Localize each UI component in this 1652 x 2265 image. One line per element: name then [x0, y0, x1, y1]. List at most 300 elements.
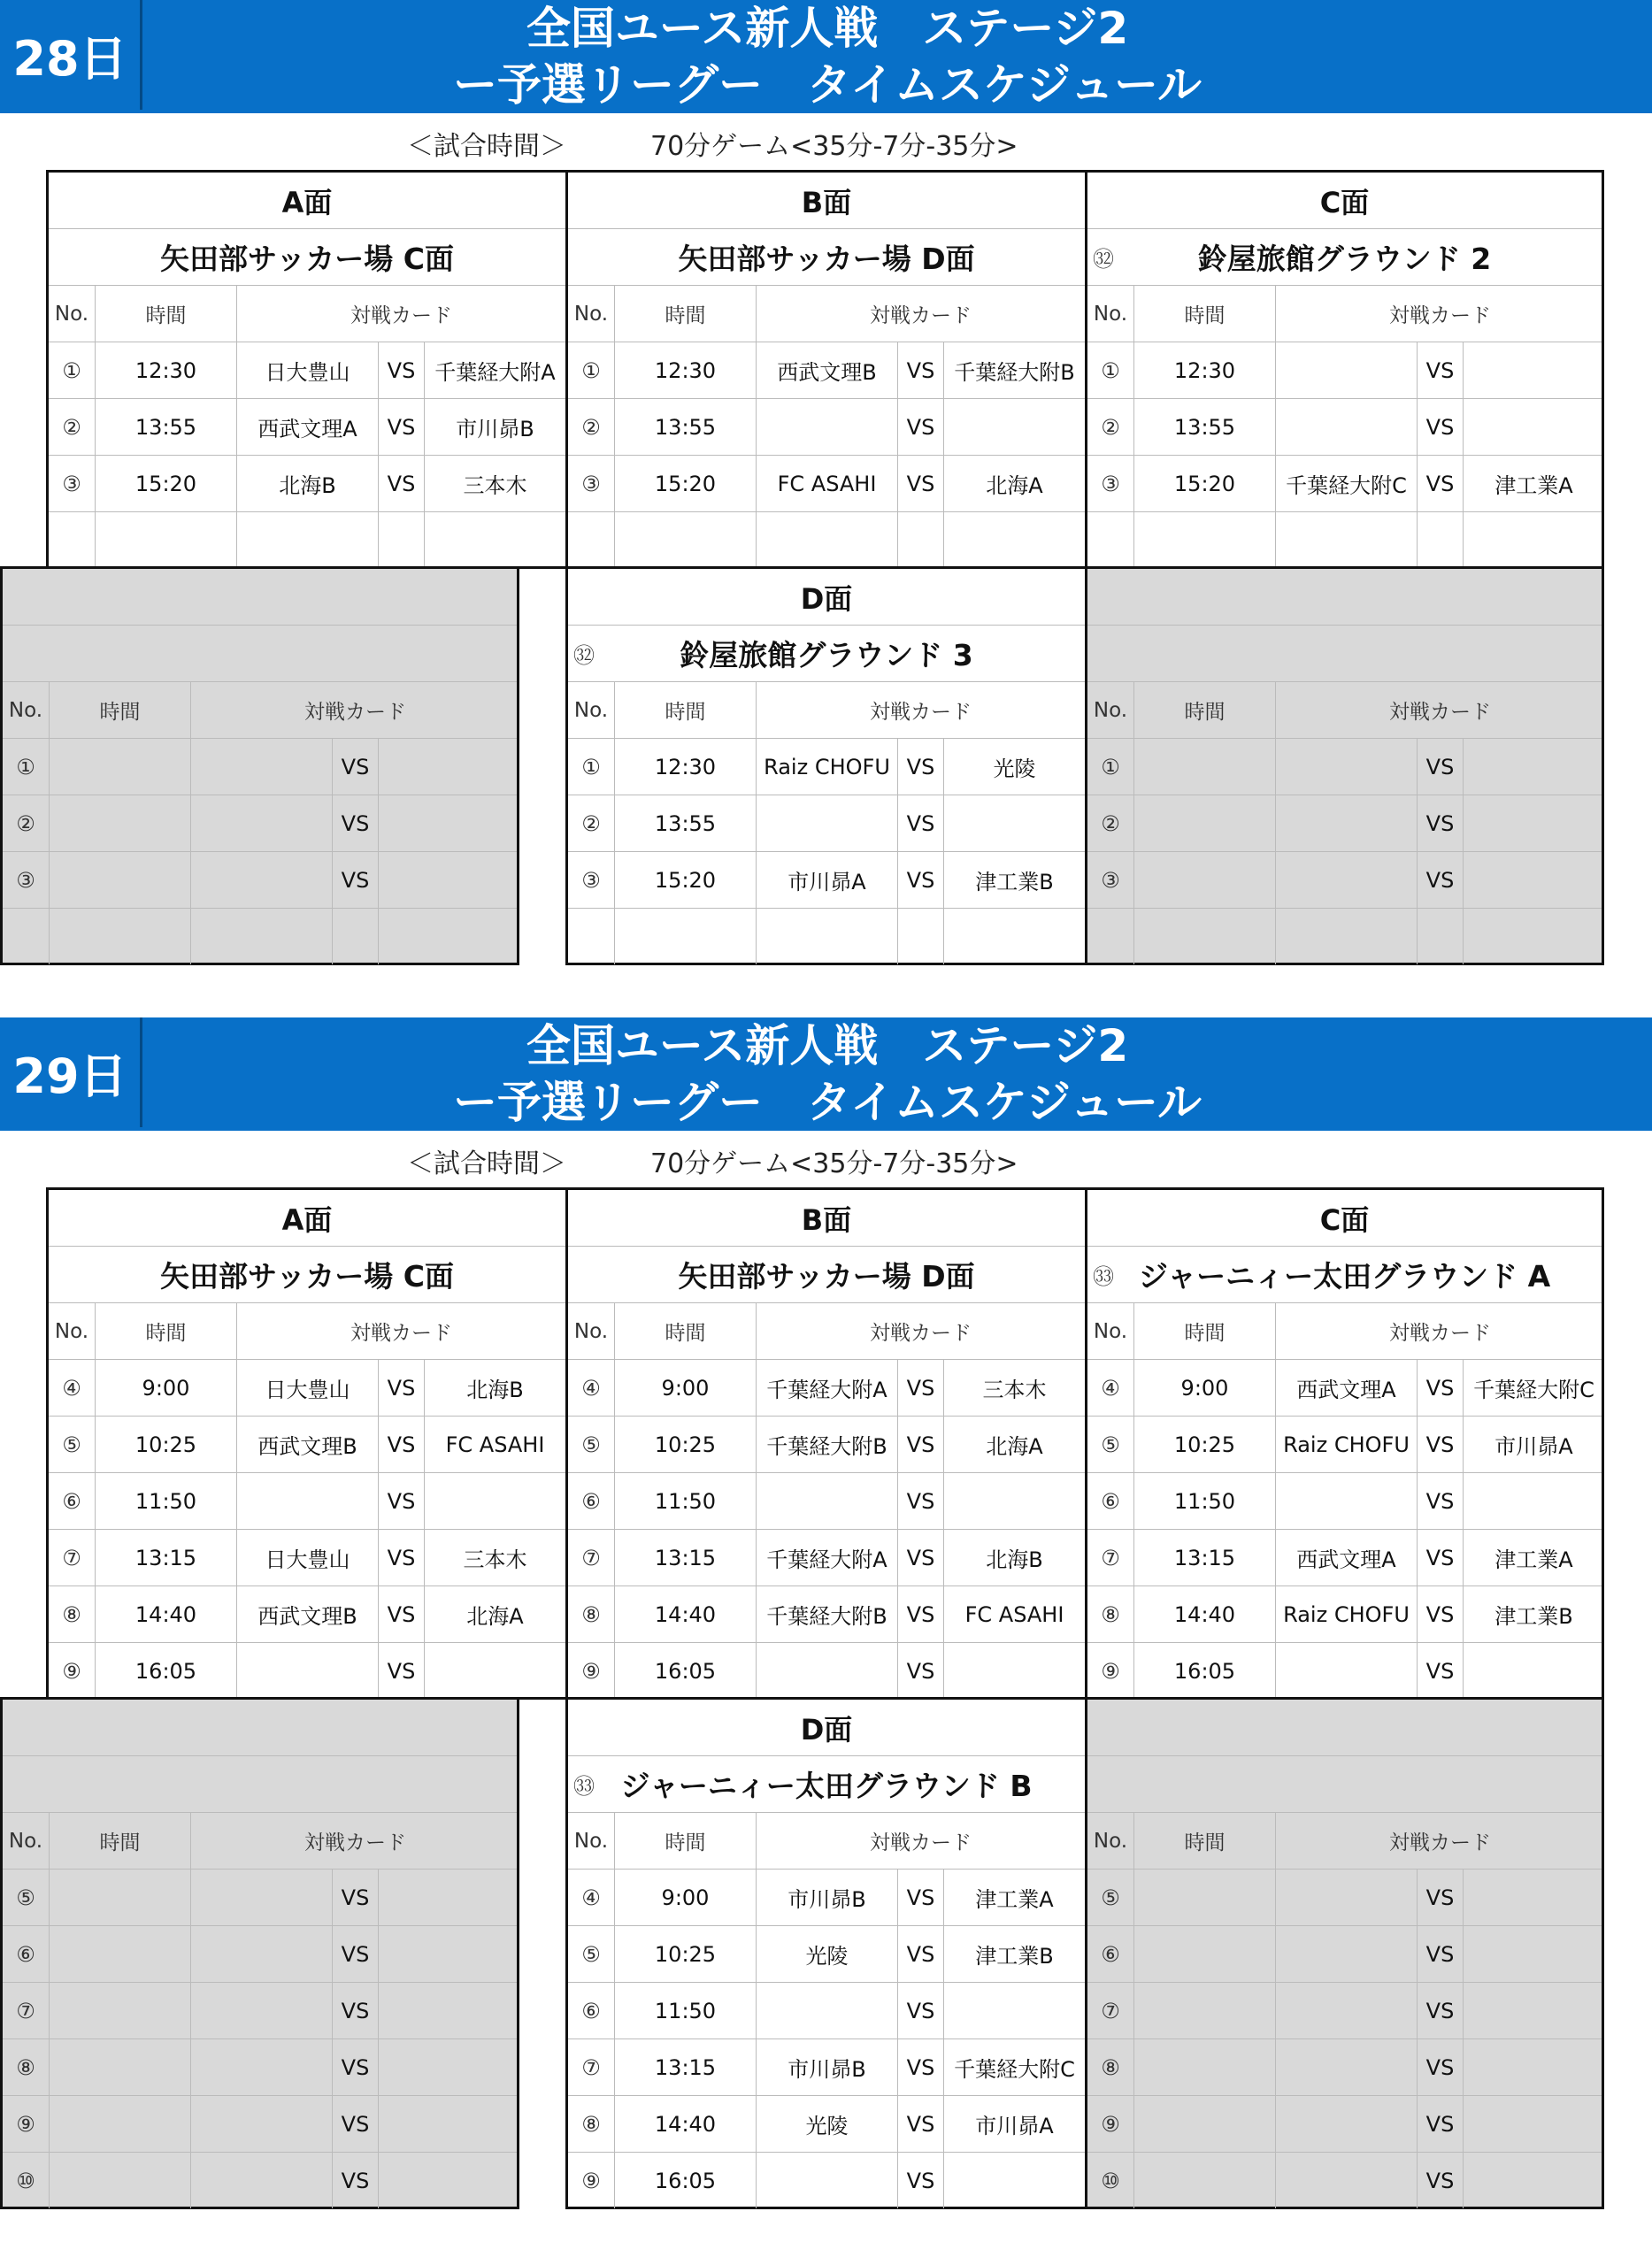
kickoff-time — [1133, 1870, 1275, 1925]
vs-label: VS — [1417, 852, 1463, 908]
away-team — [1463, 342, 1604, 398]
match-number: ⑧ — [62, 1601, 81, 1627]
away-team: 千葉経大附B — [943, 342, 1085, 398]
home-team — [1275, 2153, 1417, 2208]
home-team — [190, 1983, 332, 2038]
match-number: ③ — [62, 471, 81, 496]
vs-label: VS — [897, 342, 943, 398]
home-team: Raiz CHOFU — [1275, 1417, 1417, 1472]
court-face: D面 — [800, 1712, 853, 1747]
column-no: No. — [573, 698, 609, 722]
court-face-row — [3, 1700, 517, 1756]
kickoff-time — [49, 795, 190, 851]
match-number: ① — [1101, 754, 1120, 779]
home-team: 日大豊山 — [236, 1360, 378, 1416]
vs-label — [378, 512, 424, 568]
away-team — [1463, 2039, 1604, 2095]
kickoff-time: 12:30 — [614, 739, 756, 795]
away-team: 市川昴A — [1463, 1417, 1604, 1472]
home-team — [236, 1473, 378, 1529]
kickoff-time: 13:55 — [1133, 399, 1275, 455]
away-team — [943, 512, 1085, 568]
court-panel — [565, 1697, 1087, 2209]
court-face — [1087, 1700, 1602, 1755]
away-team — [1463, 512, 1604, 568]
away-team — [378, 795, 519, 851]
column-header-row — [1087, 682, 1602, 739]
kickoff-time: 16:05 — [614, 1643, 756, 1699]
kickoff-time: 10:25 — [1133, 1417, 1275, 1472]
match-row — [1087, 1530, 1602, 1586]
match-number — [568, 909, 614, 964]
home-team: 市川昴A — [756, 852, 897, 908]
match-number: ③ — [1101, 471, 1120, 496]
match-row — [3, 739, 517, 795]
vs-label: VS — [897, 399, 943, 455]
match-row — [3, 852, 517, 909]
venue-name — [1087, 1756, 1602, 1812]
match-row — [568, 1870, 1085, 1926]
venue-name — [1087, 626, 1602, 681]
home-team: 日大豊山 — [236, 342, 378, 398]
vs-label: VS — [1417, 399, 1463, 455]
home-team: 光陵 — [756, 1926, 897, 1982]
vs-label: VS — [332, 2153, 378, 2208]
kickoff-time: 12:30 — [1133, 342, 1275, 398]
match-row — [49, 456, 565, 512]
match-row — [568, 909, 1085, 965]
away-team — [943, 2153, 1085, 2208]
vs-label: VS — [1417, 1926, 1463, 1982]
match-row — [49, 399, 565, 456]
home-team — [1275, 795, 1417, 851]
home-team — [1275, 2039, 1417, 2095]
kickoff-time — [49, 739, 190, 795]
venue-row — [568, 626, 1085, 682]
match-number: ① — [581, 754, 601, 779]
column-match-card: 対戦カード — [236, 286, 565, 342]
away-team — [424, 512, 565, 568]
vs-label: VS — [378, 456, 424, 511]
kickoff-time — [1133, 739, 1275, 795]
home-team — [190, 1926, 332, 1982]
home-team — [190, 795, 332, 851]
match-row — [3, 2039, 517, 2096]
kickoff-time: 9:00 — [614, 1870, 756, 1925]
match-number: ⑨ — [62, 1658, 81, 1684]
match-number: ⑥ — [62, 1488, 81, 1514]
kickoff-time: 9:00 — [1133, 1360, 1275, 1416]
home-team: 西武文理A — [1275, 1360, 1417, 1416]
match-number: ② — [1101, 414, 1120, 440]
home-team: 北海B — [236, 456, 378, 511]
away-team: 三本木 — [424, 456, 565, 511]
column-time: 時間 — [95, 286, 236, 342]
column-time: 時間 — [614, 682, 756, 738]
column-header-row — [568, 682, 1085, 739]
venue-name: 矢田部サッカー場 C面 — [159, 1259, 455, 1294]
vs-label: VS — [378, 1473, 424, 1529]
match-row — [1087, 1643, 1602, 1700]
match-row — [3, 1926, 517, 1983]
vs-label: VS — [1417, 1530, 1463, 1586]
match-number: ① — [1101, 357, 1120, 383]
empty-panel — [0, 1697, 519, 2209]
match-number: ⑩ — [1101, 2168, 1120, 2193]
match-row — [568, 1983, 1085, 2039]
vs-label: VS — [1417, 1417, 1463, 1472]
home-team — [190, 1870, 332, 1925]
column-match-card: 対戦カード — [756, 1303, 1085, 1359]
home-team — [756, 1983, 897, 2038]
match-number: ⑨ — [16, 2111, 35, 2137]
column-match-card: 対戦カード — [1275, 286, 1604, 342]
vs-label: VS — [1417, 1473, 1463, 1529]
column-header-row — [568, 286, 1085, 342]
vs-label: VS — [1417, 1360, 1463, 1416]
kickoff-time: 10:25 — [614, 1926, 756, 1982]
column-time: 時間 — [49, 1813, 190, 1869]
match-number: ⑧ — [1101, 1601, 1120, 1627]
away-team — [378, 909, 519, 964]
column-header-row — [1087, 1813, 1602, 1870]
home-team — [190, 2096, 332, 2152]
match-number: ③ — [581, 471, 601, 496]
away-team: 北海A — [424, 1586, 565, 1642]
match-number: ⑦ — [581, 1545, 601, 1570]
kickoff-time: 11:50 — [614, 1983, 756, 2038]
match-number: ⑦ — [581, 2054, 601, 2080]
away-team: 光陵 — [943, 739, 1085, 795]
home-team: 千葉経大附A — [756, 1530, 897, 1586]
home-team: 市川昴B — [756, 1870, 897, 1925]
kickoff-time — [49, 1870, 190, 1925]
home-team — [756, 2153, 897, 2208]
vs-label: VS — [1417, 2039, 1463, 2095]
court-face-row — [1087, 1190, 1602, 1247]
court-panel — [565, 170, 1087, 569]
match-number: ⑩ — [16, 2168, 35, 2193]
match-row — [568, 1643, 1085, 1700]
match-row — [1087, 1983, 1602, 2039]
match-number: ⑧ — [581, 1601, 601, 1627]
column-match-card: 対戦カード — [1275, 1303, 1604, 1359]
away-team: 北海A — [943, 456, 1085, 511]
kickoff-time: 13:55 — [614, 795, 756, 851]
vs-label: VS — [378, 1417, 424, 1472]
match-number: ① — [62, 357, 81, 383]
match-number: ⑥ — [581, 1488, 601, 1514]
column-time: 時間 — [614, 286, 756, 342]
away-team — [1463, 2153, 1604, 2208]
vs-label: VS — [1417, 342, 1463, 398]
kickoff-time: 10:25 — [614, 1417, 756, 1472]
venue-number: ㉜ — [1093, 247, 1114, 272]
match-row — [49, 1473, 565, 1530]
match-number: ⑧ — [16, 2054, 35, 2080]
away-team: FC ASAHI — [943, 1586, 1085, 1642]
court-face: C面 — [1319, 185, 1370, 219]
kickoff-time — [1133, 1983, 1275, 2038]
away-team — [378, 2153, 519, 2208]
match-row — [568, 2096, 1085, 2153]
away-team — [1463, 739, 1604, 795]
away-team — [378, 1870, 519, 1925]
match-time-label: ＜試合時間＞ — [407, 131, 566, 162]
venue-row — [568, 1756, 1085, 1813]
column-header-row — [3, 682, 517, 739]
home-team — [190, 909, 332, 964]
column-header-row — [1087, 286, 1602, 342]
column-time: 時間 — [1133, 1303, 1275, 1359]
vs-label — [1417, 909, 1463, 964]
match-number: ③ — [581, 867, 601, 893]
away-team — [378, 2096, 519, 2152]
court-panel — [565, 566, 1087, 965]
vs-label: VS — [1417, 2153, 1463, 2208]
match-number: ⑦ — [62, 1545, 81, 1570]
home-team — [1275, 342, 1417, 398]
court-panel — [1085, 170, 1604, 569]
vs-label: VS — [897, 1926, 943, 1982]
court-face: A面 — [281, 1202, 333, 1237]
match-row — [1087, 1870, 1602, 1926]
vs-label — [1417, 512, 1463, 568]
column-no: No. — [1093, 1829, 1128, 1853]
match-row — [1087, 1926, 1602, 1983]
match-number: ⑦ — [1101, 1545, 1120, 1570]
away-team — [1463, 909, 1604, 964]
court-face-row — [568, 1190, 1085, 1247]
away-team: 津工業B — [1463, 1586, 1604, 1642]
kickoff-time: 12:30 — [95, 342, 236, 398]
match-number: ⑦ — [1101, 1998, 1120, 2023]
column-time: 時間 — [614, 1303, 756, 1359]
away-team — [424, 1643, 565, 1699]
column-match-card: 対戦カード — [1275, 1813, 1604, 1869]
kickoff-time: 15:20 — [614, 852, 756, 908]
away-team: 三本木 — [424, 1530, 565, 1586]
away-team: 北海A — [943, 1417, 1085, 1472]
home-team — [1275, 909, 1417, 964]
column-match-card: 対戦カード — [756, 286, 1085, 342]
kickoff-time: 13:55 — [614, 399, 756, 455]
vs-label: VS — [897, 1643, 943, 1699]
vs-label: VS — [378, 1360, 424, 1416]
away-team: 千葉経大附C — [943, 2039, 1085, 2095]
match-row — [1087, 909, 1602, 965]
match-row — [49, 1530, 565, 1586]
vs-label: VS — [897, 1586, 943, 1642]
away-team — [378, 1926, 519, 1982]
away-team — [378, 2039, 519, 2095]
match-number: ⑥ — [1101, 1488, 1120, 1514]
match-row — [1087, 1473, 1602, 1530]
vs-label: VS — [897, 456, 943, 511]
day-header-band — [0, 1017, 1652, 1131]
venue-number: ㉝ — [1093, 1264, 1114, 1289]
home-team — [1275, 1473, 1417, 1529]
court-face-row — [49, 173, 565, 229]
away-team: 津工業B — [943, 852, 1085, 908]
column-no: No. — [573, 1829, 609, 1853]
kickoff-time: 13:55 — [95, 399, 236, 455]
away-team — [1463, 1983, 1604, 2038]
away-team: 津工業A — [1463, 1530, 1604, 1586]
vs-label: VS — [897, 1983, 943, 2038]
court-face-row — [568, 569, 1085, 626]
venue-name: 矢田部サッカー場 D面 — [678, 242, 975, 276]
match-row — [568, 795, 1085, 852]
home-team — [1275, 1643, 1417, 1699]
title-line-1: 全国ユース新人戦 ステージ2 — [526, 1020, 1129, 1071]
vs-label: VS — [897, 2096, 943, 2152]
match-number: ② — [1101, 810, 1120, 836]
kickoff-time: 11:50 — [614, 1473, 756, 1529]
match-format-label: 70分ゲーム<35分-7分-35分> — [650, 131, 1018, 162]
vs-label: VS — [897, 2039, 943, 2095]
venue-name: 鈴屋旅館グラウンド 2 — [1197, 242, 1492, 276]
kickoff-time: 16:05 — [614, 2153, 756, 2208]
column-header-row — [568, 1813, 1085, 1870]
match-number: ① — [16, 754, 35, 779]
venue-row — [568, 1247, 1085, 1303]
kickoff-time — [1133, 2039, 1275, 2095]
venue-row — [568, 229, 1085, 286]
column-match-card: 対戦カード — [1275, 682, 1604, 738]
home-team: 千葉経大附B — [756, 1417, 897, 1472]
match-row — [1087, 739, 1602, 795]
court-face-row — [1087, 1700, 1602, 1756]
kickoff-time — [49, 2039, 190, 2095]
vs-label: VS — [897, 2153, 943, 2208]
away-team — [1463, 2096, 1604, 2152]
match-row — [1087, 1586, 1602, 1643]
match-row — [568, 1530, 1085, 1586]
venue-number: ㉝ — [573, 1774, 595, 1799]
column-no: No. — [1093, 698, 1128, 722]
home-team — [236, 512, 378, 568]
column-header-row — [568, 1303, 1085, 1360]
home-team — [756, 399, 897, 455]
home-team: 千葉経大附A — [756, 1360, 897, 1416]
home-team: 西武文理A — [236, 399, 378, 455]
kickoff-time — [95, 512, 236, 568]
court-panel — [1085, 1187, 1604, 1700]
home-team — [1275, 1983, 1417, 2038]
venue-row — [3, 1756, 517, 1813]
match-row — [49, 1360, 565, 1417]
vs-label: VS — [1417, 2096, 1463, 2152]
kickoff-time: 11:50 — [1133, 1473, 1275, 1529]
home-team — [1275, 1870, 1417, 1925]
kickoff-time — [1133, 852, 1275, 908]
match-number: ⑧ — [1101, 2054, 1120, 2080]
match-row — [3, 2153, 517, 2209]
match-row — [49, 342, 565, 399]
vs-label: VS — [332, 2096, 378, 2152]
empty-panel — [1085, 1697, 1604, 2209]
kickoff-time — [49, 852, 190, 908]
vs-label — [897, 512, 943, 568]
away-team: 津工業A — [943, 1870, 1085, 1925]
match-row — [568, 342, 1085, 399]
vs-label: VS — [378, 1643, 424, 1699]
away-team — [1463, 852, 1604, 908]
venue-name: 矢田部サッカー場 C面 — [159, 242, 455, 276]
match-number — [3, 909, 49, 964]
kickoff-time: 13:15 — [1133, 1530, 1275, 1586]
court-face: C面 — [1319, 1202, 1370, 1237]
home-team — [190, 2039, 332, 2095]
home-team — [756, 1643, 897, 1699]
match-number: ⑤ — [581, 1941, 601, 1967]
kickoff-time — [1133, 2096, 1275, 2152]
kickoff-time — [614, 909, 756, 964]
match-row — [568, 456, 1085, 512]
home-team: 日大豊山 — [236, 1530, 378, 1586]
date-label: 28日 — [0, 0, 142, 110]
home-team: 千葉経大附B — [756, 1586, 897, 1642]
home-team: Raiz CHOFU — [756, 739, 897, 795]
match-number — [49, 512, 95, 568]
column-time: 時間 — [49, 682, 190, 738]
column-time: 時間 — [1133, 1813, 1275, 1869]
home-team — [756, 909, 897, 964]
match-number: ⑧ — [581, 2111, 601, 2137]
title-line-1: 全国ユース新人戦 ステージ2 — [526, 3, 1129, 54]
match-number: ⑤ — [581, 1432, 601, 1457]
court-face: A面 — [281, 185, 333, 219]
kickoff-time — [614, 512, 756, 568]
home-team — [756, 795, 897, 851]
kickoff-time — [1133, 1926, 1275, 1982]
away-team — [1463, 1870, 1604, 1925]
vs-label: VS — [1417, 1586, 1463, 1642]
home-team — [1275, 2096, 1417, 2152]
title-line-2: ー予選リーグー タイムスケジュール — [453, 59, 1202, 111]
away-team — [1463, 1643, 1604, 1699]
court-face-row — [568, 1700, 1085, 1756]
kickoff-time: 15:20 — [95, 456, 236, 511]
away-team — [943, 795, 1085, 851]
vs-label: VS — [897, 852, 943, 908]
court-face-row — [1087, 173, 1602, 229]
match-row — [3, 1983, 517, 2039]
home-team: 千葉経大附C — [1275, 456, 1417, 511]
kickoff-time — [1133, 512, 1275, 568]
home-team — [190, 852, 332, 908]
match-number: ② — [16, 810, 35, 836]
home-team — [756, 1473, 897, 1529]
match-row — [1087, 2039, 1602, 2096]
kickoff-time — [49, 1926, 190, 1982]
court-face-row — [49, 1190, 565, 1247]
kickoff-time: 12:30 — [614, 342, 756, 398]
column-no: No. — [54, 1319, 89, 1343]
home-team: 光陵 — [756, 2096, 897, 2152]
match-row — [568, 2153, 1085, 2209]
home-team — [756, 512, 897, 568]
match-number: ⑨ — [1101, 2111, 1120, 2137]
match-row — [568, 739, 1085, 795]
column-no: No. — [8, 698, 43, 722]
vs-label: VS — [1417, 1983, 1463, 2038]
kickoff-time: 14:40 — [95, 1586, 236, 1642]
kickoff-time — [49, 2153, 190, 2208]
vs-label: VS — [332, 739, 378, 795]
match-number: ④ — [62, 1375, 81, 1401]
